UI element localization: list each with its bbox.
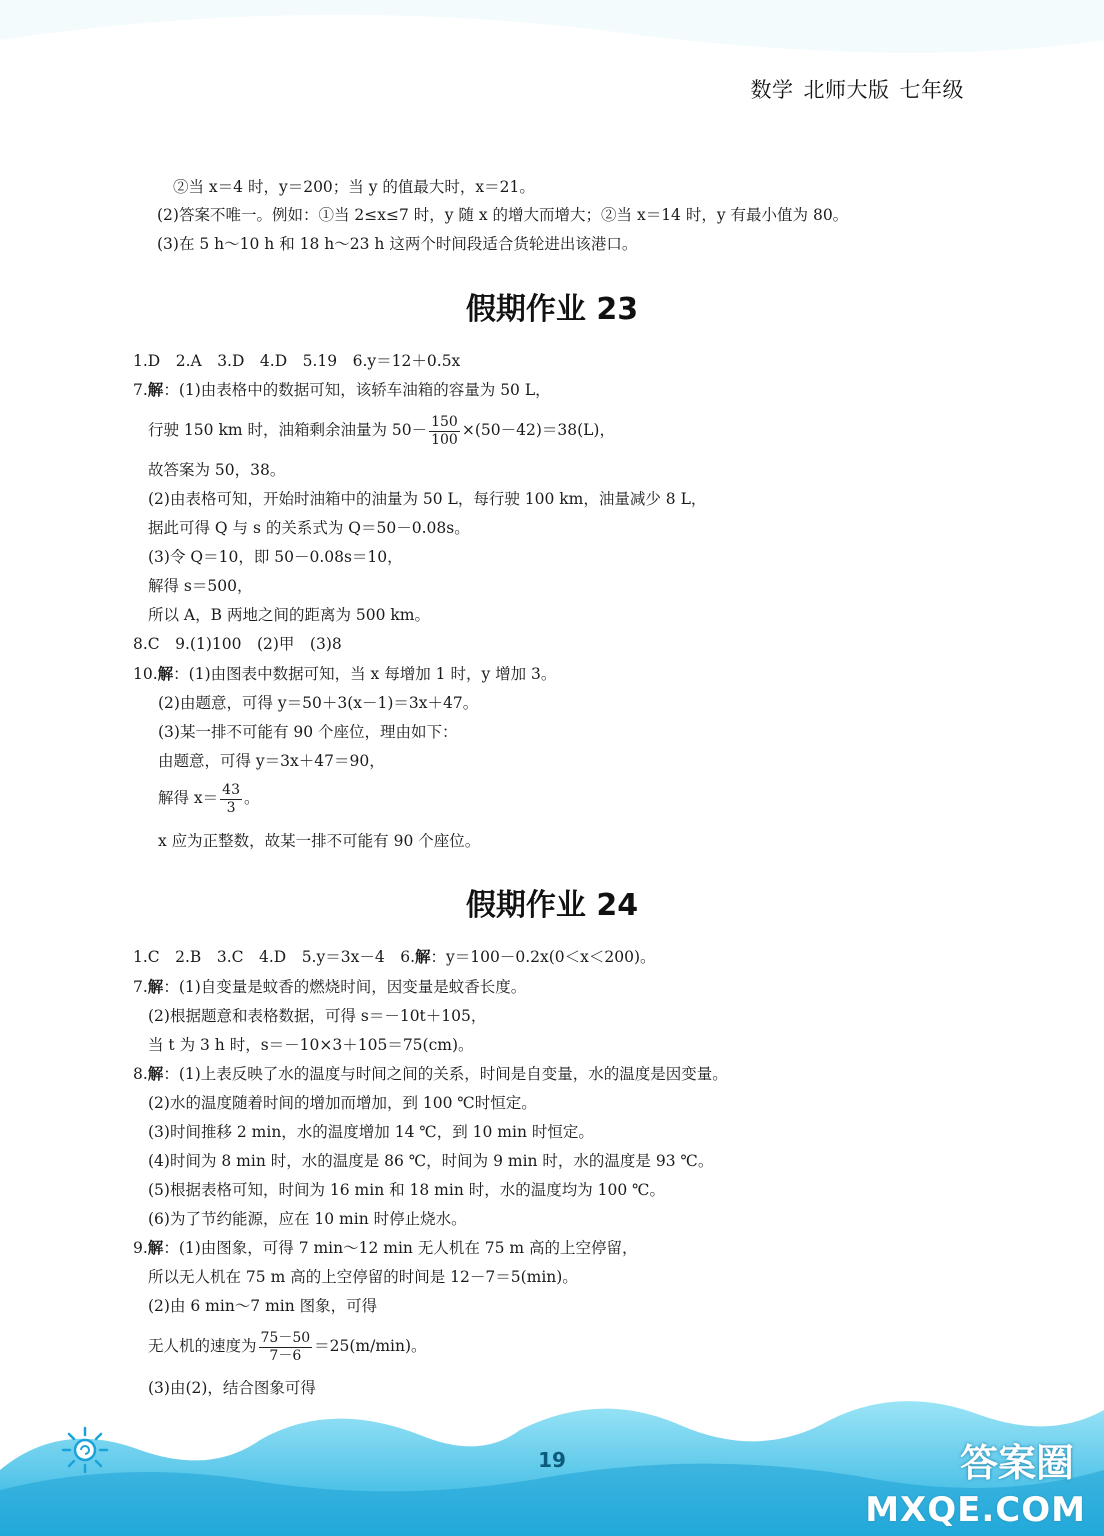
section-title-24: 假期作业 24 — [465, 888, 639, 923]
s24-l1-jie: 解 — [415, 947, 431, 966]
s24-line-7: (3)时间推移 2 min，水的温度增加 14 ℃，到 10 min 时恒定。 — [148, 1123, 594, 1141]
s23-line-5: (2)由表格可知，开始时油箱中的油量为 50 L，每行驶 100 km，油量减少 8 L， — [148, 490, 707, 508]
s23-line-9: 所以 A，B 两地之间的距离为 500 km。 — [148, 606, 430, 624]
s23-line-13: (3)某一排不可能有 90 个座位，理由如下： — [158, 723, 458, 741]
fraction-denominator: 7－6 — [269, 1347, 302, 1364]
top-line-1: ②当 x＝4 时，y＝200；当 y 的值最大时，x＝21。 — [173, 178, 535, 196]
s23-line-8: 解得 s＝500， — [148, 577, 253, 595]
s23-fraction-43-3 — [220, 782, 242, 817]
s24-l14-pre: 无人机的速度为 — [148, 1337, 257, 1355]
s24-q8-jie: 解 — [147, 1064, 164, 1083]
s23-q7-fraction-line — [148, 412, 615, 449]
s23-l3-pre: 行驶 150 km 时，油箱剩余油量为 50－ — [148, 421, 428, 439]
s24-line-15: (3)由(2)，结合图象可得 — [148, 1379, 316, 1397]
s23-answers-1: 1.D 2.A 3.D 4.D 5.19 6.y＝12＋0.5x — [133, 352, 461, 370]
fraction-numerator: 43 — [222, 781, 240, 798]
s24-line-4: 当 t 为 3 h 时，s＝－10×3＋105＝75(cm)。 — [148, 1036, 474, 1054]
header-subject: 数学 — [750, 78, 794, 102]
watermark-logo-text: 答案圈 — [959, 1441, 1074, 1485]
s24-q8-line — [133, 1064, 728, 1084]
s24-q7-line — [133, 977, 526, 997]
s24-line-9: (5)根据表格可知，时间为 16 min 和 18 min 时，水的温度均为 100 ℃。 — [148, 1181, 666, 1199]
s24-q8-text: ：(1)上表反映了水的温度与时间之间的关系，时间是自变量，水的温度是因变量。 — [163, 1065, 728, 1083]
s23-q10-num: 10. — [133, 665, 158, 683]
s23-line-10: 8.C 9.(1)100 (2)甲 (3)8 — [133, 635, 342, 653]
s24-line-13: (2)由 6 min～7 min 图象，可得 — [148, 1297, 378, 1315]
s24-l14-post: ＝25(m/min)。 — [314, 1337, 427, 1355]
s24-l1-pre: 1.C 2.B 3.C 4.D 5.y＝3x－4 6. — [133, 948, 415, 966]
s24-line-8: (4)时间为 8 min 时，水的温度是 86 ℃，时间为 9 min 时，水的温度是 93 ℃。 — [148, 1152, 714, 1170]
s23-line-16: x 应为正整数，故某一排不可能有 90 个座位。 — [158, 832, 481, 850]
fraction-numerator: 150 — [431, 413, 458, 430]
s23-line-14: 由题意，可得 y＝3x＋47＝90， — [158, 752, 385, 770]
fraction-denominator: 100 — [431, 431, 458, 448]
top-line-2: (2)答案不唯一。例如：①当 2≤x≤7 时，y 随 x 的增大而增大；②当 x＝14 时，y 有最小值为 80。 — [157, 206, 849, 224]
fraction-denominator: 3 — [226, 799, 236, 816]
s24-q7-text: ：(1)自变量是蚊香的燃烧时间，因变量是蚊香长度。 — [163, 978, 527, 996]
s24-fraction-speed — [259, 1330, 313, 1365]
header-edition: 北师大版 — [803, 78, 890, 102]
s24-line-3: (2)根据题意和表格数据，可得 s＝－10t＋105， — [148, 1007, 487, 1025]
s24-fraction-line — [148, 1328, 427, 1365]
s23-l15-post: 。 — [244, 789, 260, 807]
s23-fraction-150-100 — [429, 414, 460, 449]
header-grade: 七年级 — [899, 78, 964, 102]
s24-line-12: 所以无人机在 75 m 高的上空停留的时间是 12－7＝5(min)。 — [148, 1268, 578, 1286]
s23-fraction-line-2 — [158, 780, 260, 817]
s24-q8-num: 8. — [133, 1065, 148, 1083]
s23-q10-line — [133, 664, 556, 684]
s23-q7-line — [133, 380, 551, 400]
s24-l1-post: ：y＝100－0.2x(0＜x＜200)。 — [430, 948, 656, 966]
s23-line-7: (3)令 Q＝10，即 50－0.08s＝10， — [148, 548, 403, 566]
s23-line-6: 据此可得 Q 与 s 的关系式为 Q＝50－0.08s。 — [148, 519, 470, 537]
s24-q7-num: 7. — [133, 978, 148, 996]
watermark-url: MXQE.COM — [865, 1490, 1086, 1530]
s24-q9-text: ：(1)由图象，可得 7 min～12 min 无人机在 75 m 高的上空停留， — [163, 1239, 638, 1257]
s23-q10-jie: 解 — [157, 664, 174, 683]
s24-q9-line — [133, 1238, 638, 1258]
s23-line-12: (2)由题意，可得 y＝50＋3(x－1)＝3x＋47。 — [158, 694, 479, 712]
s23-q7-num: 7. — [133, 381, 148, 399]
fraction-numerator: 75－50 — [260, 1329, 311, 1346]
s24-line-10: (6)为了节约能源，应在 10 min 时停止烧水。 — [148, 1210, 467, 1228]
s23-line-4: 故答案为 50，38。 — [148, 461, 286, 479]
s23-q7-jie: 解 — [147, 380, 164, 399]
s24-answers-1 — [133, 947, 656, 967]
s23-q7-text: ：(1)由表格中的数据可知，该轿车油箱的容量为 50 L， — [163, 381, 551, 399]
s24-q9-num: 9. — [133, 1239, 148, 1257]
s23-l3-post: ×(50－42)＝38(L)， — [461, 421, 615, 439]
s24-line-6: (2)水的温度随着时间的增加而增加，到 100 ℃时恒定。 — [148, 1094, 537, 1112]
s24-q9-jie: 解 — [147, 1238, 164, 1257]
s23-q10-text: ：(1)由图表中数据可知，当 x 每增加 1 时，y 增加 3。 — [173, 665, 557, 683]
page-number: 19 — [538, 1448, 566, 1472]
s24-q7-jie: 解 — [147, 977, 164, 996]
page-header — [741, 74, 965, 104]
top-line-3: (3)在 5 h～10 h 和 18 h～23 h 这两个时间段适合货轮进出该港口。 — [157, 235, 638, 253]
section-title-23: 假期作业 23 — [465, 292, 639, 327]
s23-l15-pre: 解得 x＝ — [158, 789, 219, 807]
